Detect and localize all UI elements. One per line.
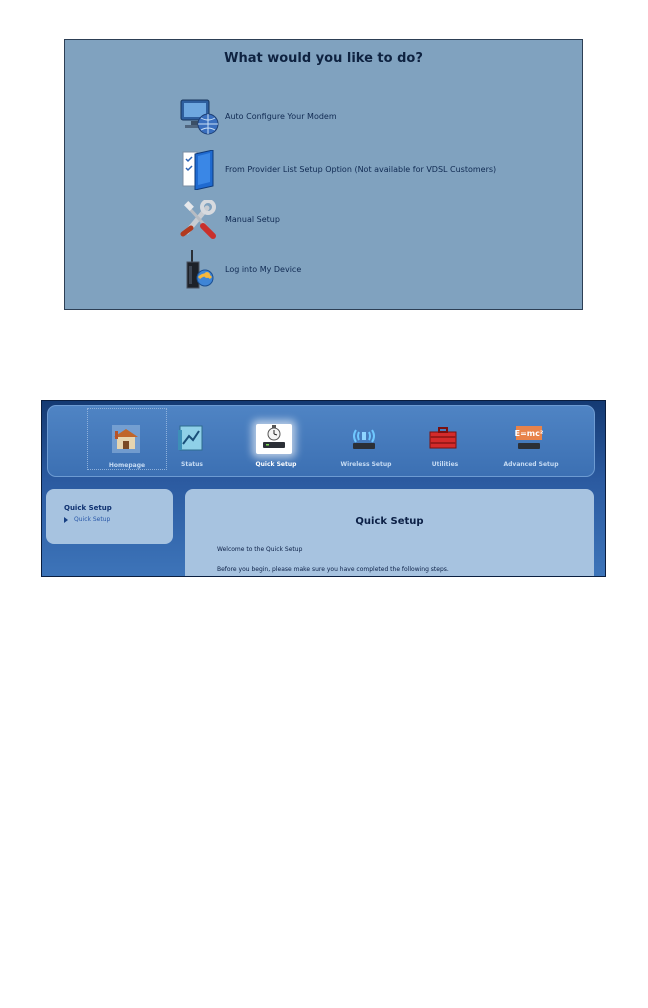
- stopwatch-router-icon: [258, 422, 290, 454]
- emc2-router-icon: [513, 422, 545, 454]
- nav-wireless-setup-label: Wireless Setup: [340, 461, 392, 468]
- page-title: Quick Setup: [355, 516, 424, 527]
- auto-configure-option[interactable]: [179, 97, 505, 137]
- nav-quick-setup[interactable]: [236, 408, 316, 470]
- log-into-device-label: Log into My Device: [225, 265, 302, 274]
- nav-status-label: Status: [181, 461, 203, 468]
- main-content: [185, 489, 594, 577]
- status-icon: [174, 422, 206, 454]
- nav-utilities-label: Utilities: [431, 461, 459, 468]
- sidebar-title: Quick Setup: [64, 504, 112, 512]
- log-into-device-option[interactable]: [179, 250, 505, 290]
- nav-utilities[interactable]: [405, 408, 485, 470]
- welcome-text: Welcome to the Quick Setup: [217, 546, 303, 553]
- provider-list-option[interactable]: [179, 150, 505, 190]
- house-icon: [110, 423, 142, 455]
- router-web-ui: [41, 400, 606, 577]
- toolbox-icon: [427, 422, 459, 454]
- setup-chooser-panel: [64, 39, 583, 310]
- sidebar-item-label: Quick Setup: [74, 516, 111, 523]
- nav-advanced-setup[interactable]: [491, 408, 571, 470]
- book-checklist-icon: [179, 150, 219, 190]
- tools-icon: [179, 200, 219, 240]
- manual-setup-option[interactable]: [179, 200, 505, 240]
- instructions-text: Before you begin, please make sure you have completed the following steps.: [217, 566, 449, 573]
- globe-monitor-icon: [179, 97, 219, 137]
- nav-homepage-label: Homepage: [108, 462, 146, 469]
- svg-text:E=mc²: E=mc²: [514, 429, 544, 438]
- arrow-right-icon: [64, 517, 68, 523]
- top-navigation: [47, 405, 595, 477]
- chooser-title: What would you like to do?: [224, 51, 423, 66]
- wireless-router-icon: [348, 422, 380, 454]
- nav-quick-setup-label: Quick Setup: [255, 461, 297, 468]
- nav-wireless-setup[interactable]: [326, 408, 406, 470]
- router-globe-icon: [179, 250, 219, 290]
- nav-advanced-setup-label: Advanced Setup: [503, 461, 559, 468]
- sidebar: [46, 489, 173, 544]
- nav-status[interactable]: [152, 408, 232, 470]
- provider-list-label: From Provider List Setup Option (Not available for VDSL Customers): [225, 165, 497, 174]
- sidebar-item-quick-setup[interactable]: [64, 516, 110, 523]
- manual-setup-label: Manual Setup: [225, 215, 280, 224]
- auto-configure-label: Auto Configure Your Modem: [225, 112, 337, 121]
